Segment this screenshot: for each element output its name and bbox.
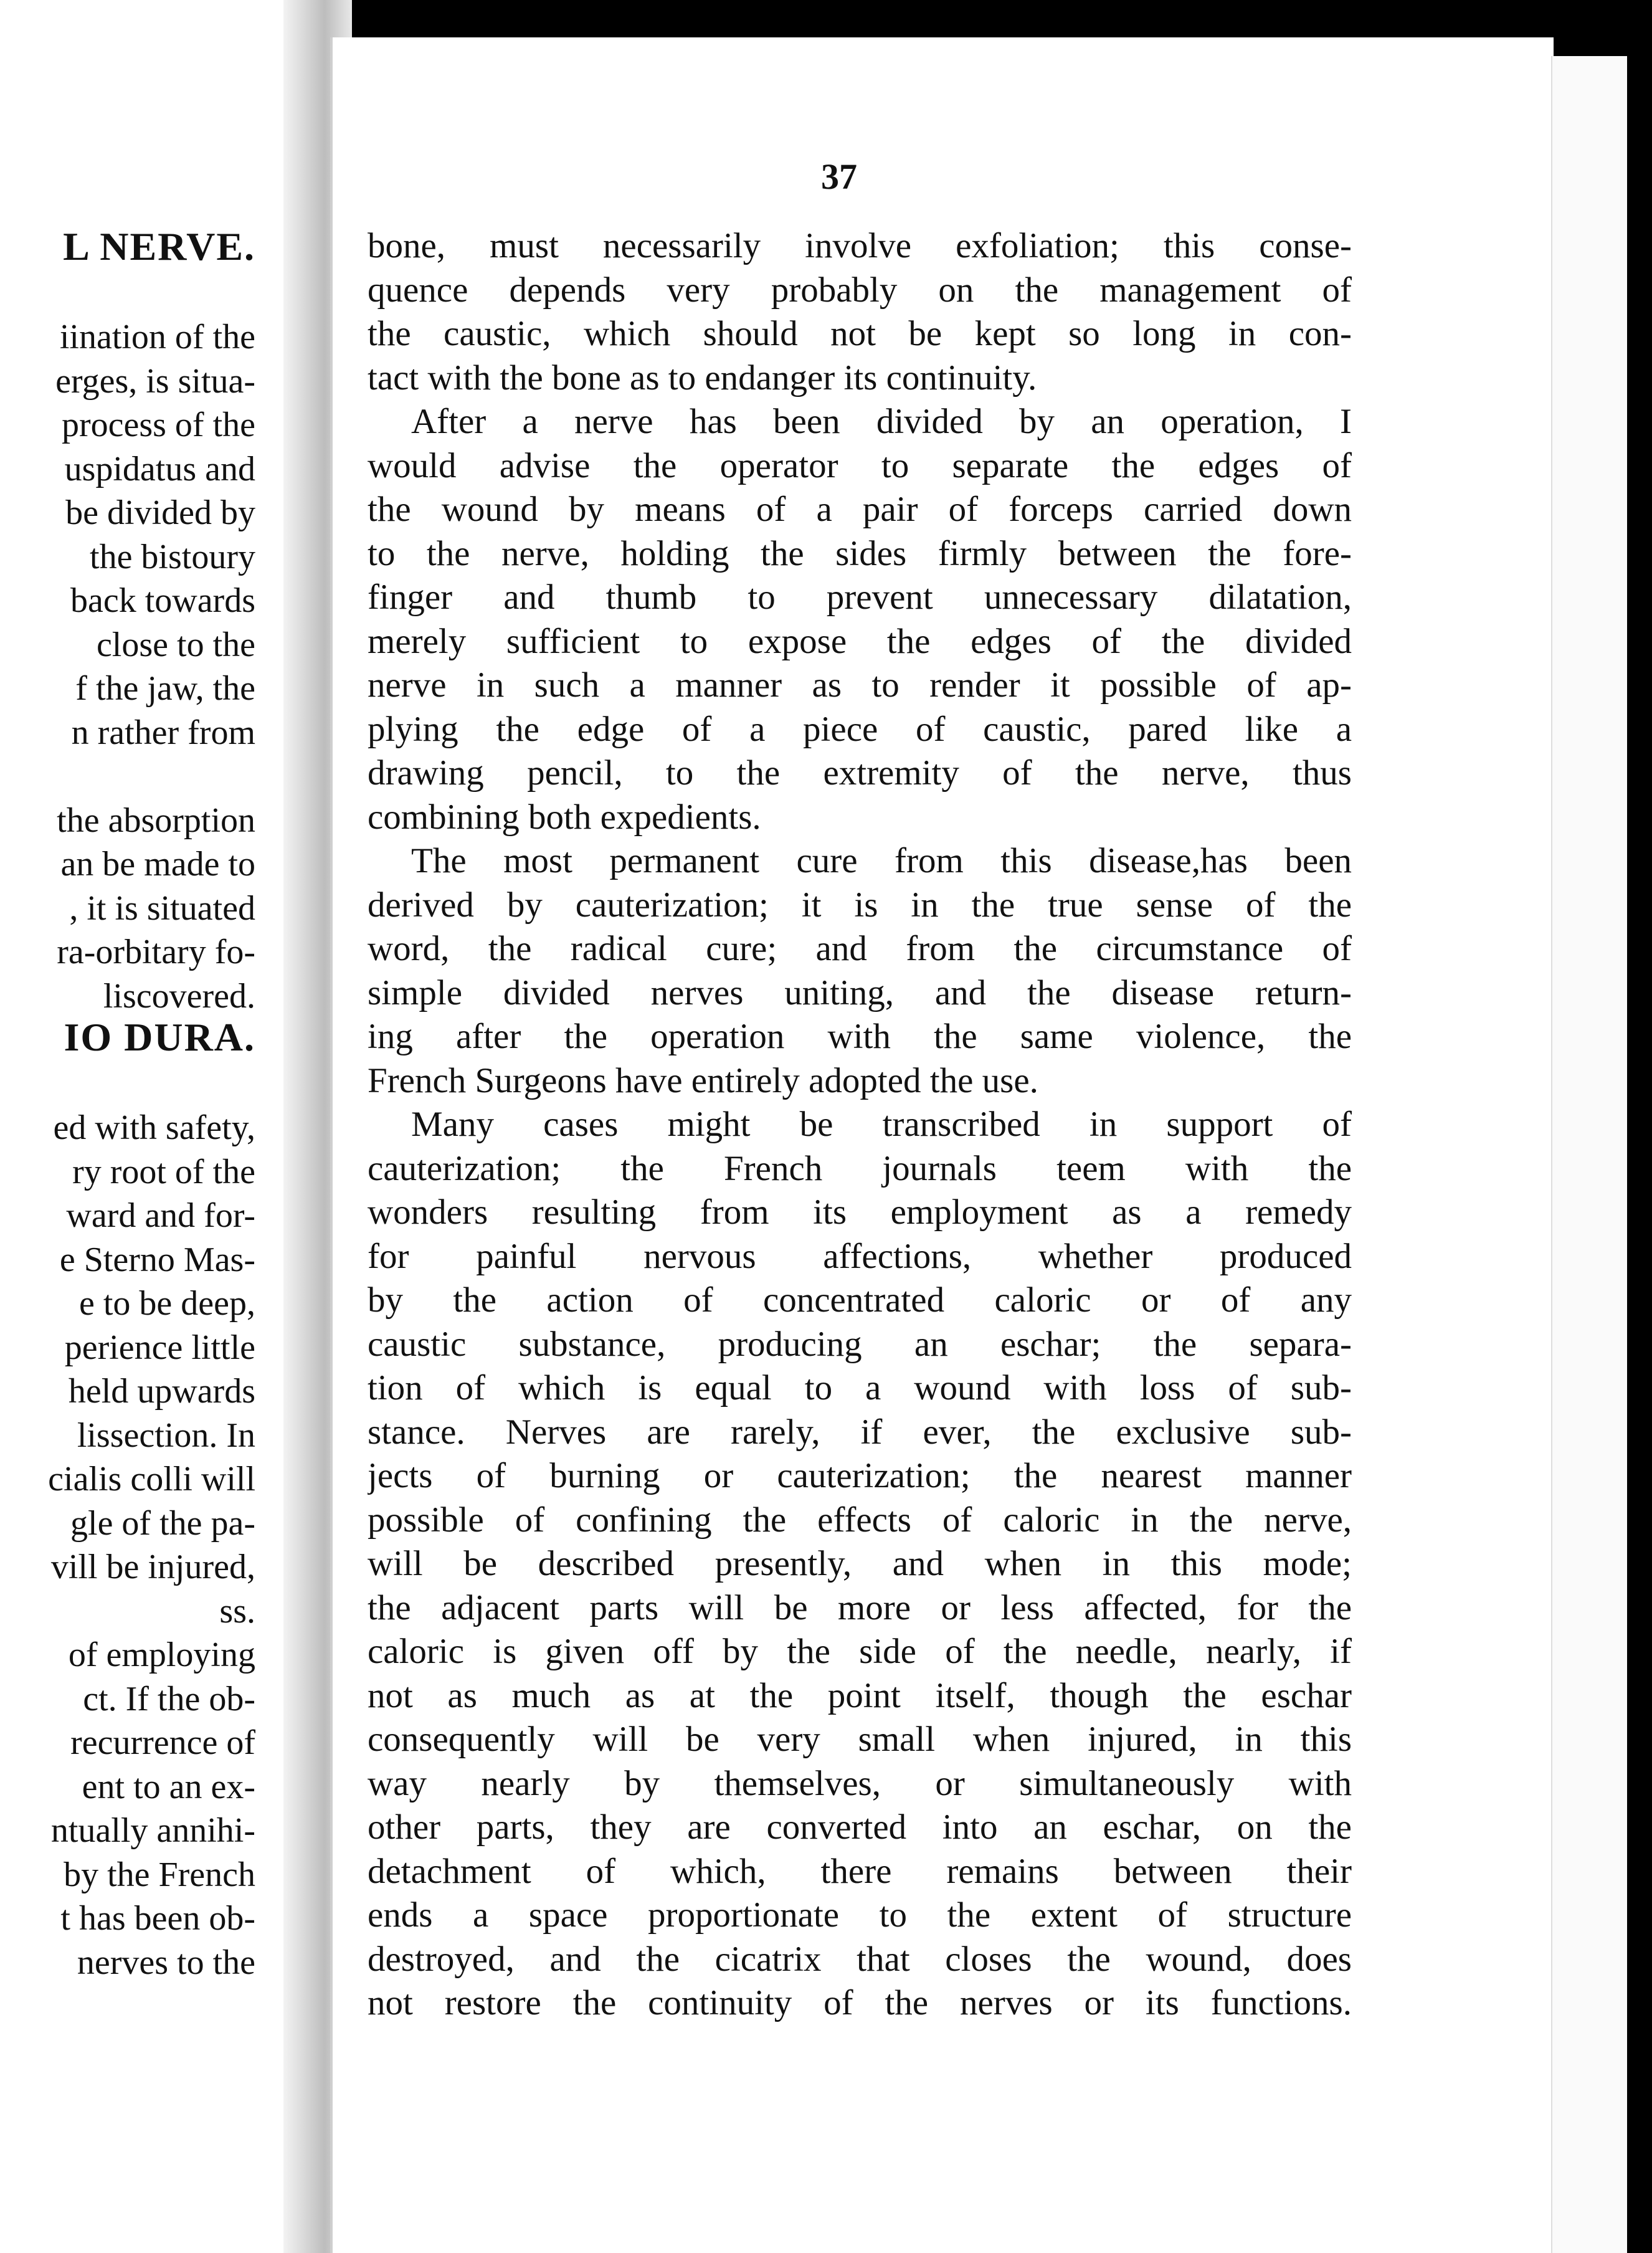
left-page-line: , it is situated — [69, 888, 255, 928]
left-page-line: e Sterno Mas- — [59, 1240, 255, 1279]
left-page-line: nerves to the — [77, 1943, 255, 1982]
left-page-line: ward and for- — [66, 1196, 255, 1235]
left-page-line: iination of the — [59, 318, 255, 356]
left-page-line: ntually annihi- — [50, 1811, 255, 1850]
body-text-line: the adjacent parts will be more or less affected, for the — [368, 1588, 1352, 1627]
body-text-line: caustic substance, producing an eschar; the separa- — [368, 1324, 1352, 1364]
left-page-line: recurrence of — [70, 1723, 255, 1762]
left-page-line: close to the — [96, 625, 255, 664]
body-text-line: finger and thumb to prevent unnecessary dilatation, — [368, 578, 1352, 617]
body-text-line: way nearly by themselves, or simultaneously with — [368, 1763, 1352, 1803]
left-page-line: ra-orbitary fo- — [57, 933, 255, 971]
left-page-line: n rather from — [71, 713, 255, 752]
right-page-body-text — [368, 224, 1352, 2026]
body-text-line: destroyed, and the cicatrix that closes the wound, does — [368, 1939, 1352, 1979]
left-page-line: f the jaw, the — [75, 669, 255, 708]
left-page-line: ed with safety, — [53, 1108, 255, 1147]
body-text-line: tion of which is equal to a wound with loss of sub- — [368, 1368, 1352, 1408]
left-page-line: by the French — [64, 1855, 255, 1894]
body-text-line: caloric is given off by the side of the needle, nearly, if — [368, 1632, 1352, 1671]
body-text-line: not as much as at the point itself, though the eschar — [368, 1675, 1352, 1715]
body-text-line: by the action of concentrated caloric or of any — [368, 1280, 1352, 1320]
left-page-line: process of the — [61, 406, 255, 444]
body-text-line: ing after the operation with the same violence, the — [368, 1017, 1352, 1056]
body-text-line: bone, must necessarily involve exfoliation; this conse- — [368, 226, 1352, 265]
left-page-line: of employing — [68, 1636, 255, 1674]
left-page-line: gle of the pa- — [70, 1503, 255, 1543]
body-text-line: tact with the bone as to endanger its continuity. — [368, 358, 1037, 398]
left-page — [0, 0, 293, 2253]
left-page-line: ry root of the — [72, 1152, 255, 1191]
left-page-line: lissection. In — [77, 1416, 255, 1455]
body-text-line: simple divided nerves uniting, and the disease return- — [368, 973, 1352, 1012]
left-page-line: held upwards — [68, 1372, 255, 1411]
body-text-line: combining both expedients. — [368, 797, 761, 837]
left-page-line: uspidatus and — [64, 449, 255, 488]
body-text-line: cauterization; the French journals teem with the — [368, 1148, 1352, 1188]
left-page-line: an be made to — [60, 845, 255, 884]
body-text-line: The most permanent cure from this disease,has been — [411, 841, 1352, 880]
body-text-line: consequently will be very small when injured, in this — [368, 1720, 1352, 1759]
left-page-line: the bistoury — [90, 537, 255, 576]
body-text-line: would advise the operator to separate the edges of — [368, 445, 1352, 485]
page-number: 37 — [821, 156, 857, 197]
body-text-line: quence depends very probably on the management of — [368, 270, 1352, 310]
left-page-line: t has been ob- — [60, 1899, 255, 1938]
left-page-line: liscovered. — [103, 976, 255, 1016]
left-page-line: vill be injured, — [50, 1548, 255, 1586]
body-text-line: After a nerve has been divided by an operation, I — [411, 402, 1352, 441]
body-text-line: nerve in such a manner as to render it possible of ap- — [368, 665, 1352, 705]
body-text-line: plying the edge of a piece of caustic, pared like a — [368, 709, 1352, 749]
body-text-line: jects of burning or cauterization; the nearest manner — [368, 1456, 1352, 1495]
left-page-heading: IO DURA. — [64, 1015, 255, 1059]
left-page-line: back towards — [70, 581, 255, 620]
body-text-line: stance. Nerves are rarely, if ever, the exclusive sub- — [368, 1412, 1352, 1452]
body-text-line: ends a space proportionate to the extent of structure — [368, 1895, 1352, 1935]
body-text-line: the caustic, which should not be kept so long in con- — [368, 314, 1352, 353]
body-text-line: French Surgeons have entirely adopted the use. — [368, 1060, 1038, 1100]
left-page-line: ss. — [219, 1591, 255, 1631]
left-page-line: perience little — [64, 1328, 255, 1367]
left-page-heading: L NERVE. — [63, 224, 255, 269]
left-page-line: cialis colli will — [48, 1460, 255, 1498]
body-text-line: drawing pencil, to the extremity of the nerve, thus — [368, 753, 1352, 793]
page-edge — [1551, 56, 1627, 2253]
body-text-line: other parts, they are converted into an eschar, on the — [368, 1808, 1352, 1847]
body-text-line: derived by cauterization; it is in the true sense of the — [368, 885, 1352, 925]
body-text-line: Many cases might be transcribed in support of — [411, 1105, 1352, 1144]
body-text-line: to the nerve, holding the sides firmly between the fore- — [368, 533, 1352, 573]
left-page-line: ct. If the ob- — [83, 1679, 255, 1718]
body-text-line: not restore the continuity of the nerves or its functions. — [368, 1983, 1352, 2022]
left-page-line: the absorption — [57, 801, 255, 840]
body-text-line: detachment of which, there remains between their — [368, 1851, 1352, 1891]
left-page-line: be divided by — [65, 493, 255, 532]
body-text-line: merely sufficient to expose the edges of the divided — [368, 621, 1352, 661]
body-text-line: for painful nervous affections, whether produced — [368, 1236, 1352, 1276]
body-text-line: the wound by means of a pair of forceps carried down — [368, 490, 1352, 529]
body-text-line: wonders resulting from its employment as a remedy — [368, 1193, 1352, 1232]
body-text-line: will be described presently, and when in this mode; — [368, 1544, 1352, 1583]
left-page-line: e to be deep, — [79, 1284, 255, 1323]
left-page-line: ent to an ex- — [82, 1767, 255, 1806]
body-text-line: word, the radical cure; and from the circumstance of — [368, 929, 1352, 968]
left-page-line: erges, is situa- — [55, 361, 255, 401]
body-text-line: possible of confining the effects of caloric in the nerve, — [368, 1500, 1352, 1540]
